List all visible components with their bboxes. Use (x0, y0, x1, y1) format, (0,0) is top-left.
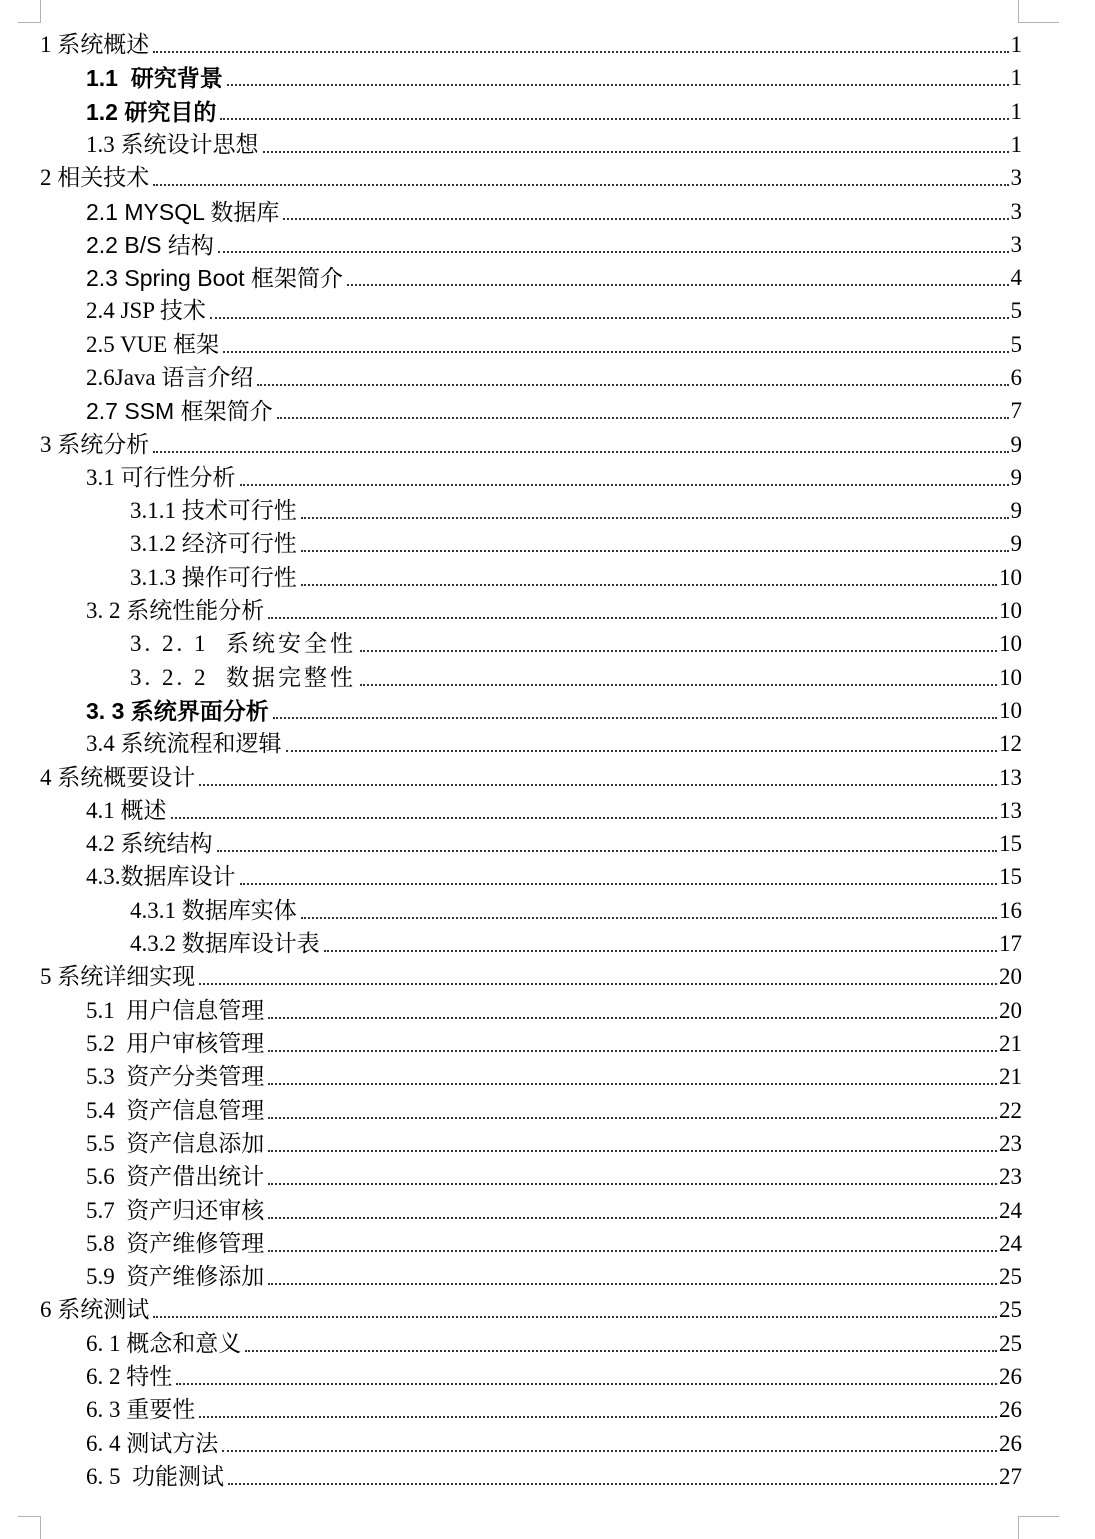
toc-entry-title: 5.1 用户信息管理 (86, 998, 265, 1023)
toc-entry-page: 10 (999, 598, 1022, 623)
toc-leader-dots (301, 517, 1009, 519)
toc-entry-page: 3 (1010, 199, 1022, 224)
toc-entry-title: 4.3.2 数据库设计表 (130, 931, 320, 956)
toc-leader-dots (217, 850, 998, 852)
toc-entry-title: 6. 5 功能测试 (86, 1464, 224, 1489)
toc-entry-page: 15 (999, 831, 1022, 856)
toc-entry-title: 3 系统分析 (40, 432, 150, 457)
toc-entry[interactable] (130, 925, 1022, 958)
toc-entry[interactable] (86, 259, 1022, 292)
toc-entry-title: 1.2 研究目的 (86, 99, 217, 125)
toc-leader-dots (360, 650, 997, 652)
toc-leader-dots (153, 451, 1008, 453)
toc-entry[interactable] (86, 1225, 1022, 1258)
toc-entry-page: 26 (999, 1364, 1022, 1389)
toc-leader-dots (257, 384, 1008, 386)
toc-entry-page: 4 (1010, 265, 1022, 290)
toc-entry-page: 10 (999, 631, 1022, 656)
toc-entry-title: 5.9 资产维修添加 (86, 1264, 265, 1289)
toc-entry[interactable] (40, 26, 1022, 59)
toc-entry[interactable] (40, 159, 1022, 192)
toc-leader-dots (283, 218, 1008, 220)
toc-entry-title: 6 系统测试 (40, 1297, 150, 1322)
toc-entry-page: 24 (999, 1231, 1022, 1256)
toc-entry-title: 1.1 研究背景 (86, 65, 223, 91)
toc-leader-dots (268, 1083, 997, 1085)
toc-leader-dots (286, 750, 998, 752)
toc-entry-page: 1 (1010, 99, 1022, 124)
toc-entry-page: 15 (999, 864, 1022, 889)
toc-entry-page: 10 (999, 698, 1022, 723)
toc-entry-title: 3. 2. 1 系统安全性 (130, 631, 356, 656)
toc-entry-page: 9 (1010, 432, 1022, 457)
toc-leader-dots (268, 1250, 997, 1252)
toc-entry-page: 10 (999, 565, 1022, 590)
toc-leader-dots (268, 1283, 997, 1285)
toc-leader-dots (277, 417, 1009, 419)
toc-leader-dots (324, 950, 997, 952)
toc-entry-title: 5.4 资产信息管理 (86, 1098, 265, 1123)
toc-leader-dots (222, 1450, 997, 1452)
toc-leader-dots (301, 584, 997, 586)
toc-entry[interactable] (86, 1092, 1022, 1125)
toc-entry-title: 2.6Java 语言介绍 (86, 365, 254, 390)
toc-entry-page: 9 (1010, 531, 1022, 556)
toc-leader-dots (240, 484, 1009, 486)
toc-entry-page: 25 (999, 1331, 1022, 1356)
toc-entry[interactable] (86, 825, 1022, 858)
toc-entry[interactable] (130, 892, 1022, 925)
toc-entry[interactable] (40, 1291, 1022, 1324)
toc-entry-title: 2.4 JSP 技术 (86, 298, 206, 323)
toc-entry[interactable] (86, 326, 1022, 359)
toc-entry[interactable] (86, 392, 1022, 425)
toc-entry-title: 6. 1 概念和意义 (86, 1331, 242, 1356)
toc-entry-page: 12 (999, 731, 1022, 756)
toc-leader-dots (268, 1050, 997, 1052)
toc-leader-dots (268, 1183, 997, 1185)
toc-entry-page: 21 (999, 1064, 1022, 1089)
toc-entry-title: 5.6 资产借出统计 (86, 1164, 265, 1189)
toc-entry-title: 4.3.数据库设计 (86, 864, 236, 889)
toc-leader-dots (153, 51, 1008, 53)
toc-entry-title: 2.7 SSM 框架简介 (86, 398, 273, 424)
toc-entry-title: 5.8 资产维修管理 (86, 1231, 265, 1256)
toc-entry-page: 24 (999, 1198, 1022, 1223)
toc-leader-dots (268, 1117, 997, 1119)
toc-entry-page: 22 (999, 1098, 1022, 1123)
toc-entry-title: 5 系统详细实现 (40, 964, 196, 989)
toc-entry-title: 4 系统概要设计 (40, 765, 196, 790)
toc-entry-title: 1.3 系统设计思想 (86, 132, 259, 157)
toc-entry-title: 6. 2 特性 (86, 1364, 173, 1389)
toc-entry-page: 1 (1010, 65, 1022, 90)
toc-entry-page: 10 (999, 665, 1022, 690)
toc-entry-page: 26 (999, 1431, 1022, 1456)
toc-entry-title: 3. 3 系统界面分析 (86, 698, 269, 724)
toc-entry[interactable] (86, 193, 1022, 226)
toc-entry-page: 26 (999, 1397, 1022, 1422)
toc-entry[interactable] (86, 1425, 1022, 1458)
toc-leader-dots (199, 1416, 997, 1418)
toc-leader-dots (268, 1217, 997, 1219)
toc-entry[interactable] (86, 1325, 1022, 1358)
toc-leader-dots (301, 917, 997, 919)
toc-leader-dots (245, 1350, 997, 1352)
toc-entry-title: 3.4 系统流程和逻辑 (86, 731, 282, 756)
toc-entry-title: 4.3.1 数据库实体 (130, 898, 297, 923)
toc-entry-page: 5 (1010, 298, 1022, 323)
toc-leader-dots (360, 684, 997, 686)
toc-leader-dots (153, 1316, 997, 1318)
toc-entry-title: 6. 3 重要性 (86, 1397, 196, 1422)
toc-entry[interactable] (130, 492, 1022, 525)
toc-entry-page: 13 (999, 798, 1022, 823)
toc-entry[interactable] (86, 1025, 1022, 1058)
crop-mark-top-right (1018, 0, 1059, 23)
toc-entry[interactable] (86, 1158, 1022, 1191)
toc-leader-dots (263, 151, 1009, 153)
toc-entry-page: 23 (999, 1164, 1022, 1189)
toc-entry[interactable] (86, 1125, 1022, 1158)
toc-entry-page: 20 (999, 964, 1022, 989)
toc-entry[interactable] (86, 1358, 1022, 1391)
toc-entry-title: 3.1.3 操作可行性 (130, 565, 297, 590)
toc-leader-dots (228, 1483, 997, 1485)
toc-leader-dots (240, 883, 998, 885)
toc-entry-title: 3.1.2 经济可行性 (130, 531, 297, 556)
toc-entry-page: 1 (1010, 32, 1022, 57)
toc-entry-page: 25 (999, 1264, 1022, 1289)
toc-entry-title: 4.2 系统结构 (86, 831, 213, 856)
toc-leader-dots (223, 351, 1008, 353)
toc-leader-dots (176, 1383, 997, 1385)
toc-entry-title: 2.1 MYSQL 数据库 (86, 199, 280, 225)
toc-entry-page: 3 (1010, 165, 1022, 190)
toc-entry-title: 3.1.1 技术可行性 (130, 498, 297, 523)
toc-entry[interactable] (130, 625, 1022, 658)
toc-entry[interactable] (86, 359, 1022, 392)
toc-entry-page: 17 (999, 931, 1022, 956)
toc-entry-title: 5.3 资产分类管理 (86, 1064, 265, 1089)
toc-entry[interactable] (130, 525, 1022, 558)
toc-entry-page: 13 (999, 765, 1022, 790)
toc-entry-page: 21 (999, 1031, 1022, 1056)
toc-entry-title: 6. 4 测试方法 (86, 1431, 219, 1456)
toc-leader-dots (210, 317, 1009, 319)
toc-entry-page: 7 (1010, 398, 1022, 423)
toc-leader-dots (227, 84, 1009, 86)
toc-entry[interactable] (86, 126, 1022, 159)
toc-leader-dots (301, 550, 1009, 552)
toc-entry-page: 23 (999, 1131, 1022, 1156)
toc-entry[interactable] (40, 958, 1022, 991)
toc-entry-title: 5.7 资产归还审核 (86, 1198, 265, 1223)
toc-entry[interactable] (86, 1058, 1022, 1091)
toc-entry-title: 5.5 资产信息添加 (86, 1131, 265, 1156)
toc-entry-page: 1 (1010, 132, 1022, 157)
toc-entry-page: 9 (1010, 465, 1022, 490)
toc-entry[interactable] (130, 659, 1022, 692)
toc-leader-dots (171, 817, 998, 819)
toc-entry[interactable] (86, 725, 1022, 758)
toc-leader-dots (268, 1017, 997, 1019)
toc-leader-dots (273, 717, 997, 719)
toc-entry[interactable] (130, 559, 1022, 592)
toc-entry-title: 2.3 Spring Boot 框架简介 (86, 265, 343, 291)
toc-leader-dots (153, 184, 1008, 186)
toc-entry[interactable] (86, 858, 1022, 891)
toc-entry[interactable] (86, 459, 1022, 492)
toc-entry-title: 4.1 概述 (86, 798, 167, 823)
toc-leader-dots (199, 983, 997, 985)
toc-entry-page: 9 (1010, 498, 1022, 523)
toc-entry[interactable] (86, 1458, 1022, 1491)
toc-entry[interactable] (86, 1391, 1022, 1424)
toc-entry[interactable] (86, 93, 1022, 126)
toc-entry-title: 3. 2 系统性能分析 (86, 598, 265, 623)
toc-leader-dots (220, 118, 1008, 120)
toc-entry-title: 2.2 B/S 结构 (86, 232, 214, 258)
toc-entry[interactable] (86, 992, 1022, 1025)
toc-entry[interactable] (86, 226, 1022, 259)
toc-entry-title: 5.2 用户审核管理 (86, 1031, 265, 1056)
toc-entry[interactable] (86, 592, 1022, 625)
toc-leader-dots (199, 784, 997, 786)
toc-entry-title: 2 相关技术 (40, 165, 150, 190)
toc-entry[interactable] (86, 792, 1022, 825)
toc-entry-title: 3. 2. 2 数据完整性 (130, 665, 356, 690)
toc-leader-dots (268, 617, 997, 619)
toc-entry-page: 6 (1010, 365, 1022, 390)
toc-entry[interactable] (86, 59, 1022, 92)
toc-entry-title: 2.5 VUE 框架 (86, 332, 220, 357)
toc-entry[interactable] (86, 1192, 1022, 1225)
toc-leader-dots (268, 1150, 997, 1152)
toc-entry[interactable] (86, 1258, 1022, 1291)
toc-leader-dots (218, 251, 1009, 253)
toc-entry-title: 3.1 可行性分析 (86, 465, 236, 490)
crop-mark-top-left (18, 0, 41, 23)
toc-entry[interactable] (86, 292, 1022, 325)
toc-entry-page: 5 (1010, 332, 1022, 357)
toc-entry-title: 1 系统概述 (40, 32, 150, 57)
toc-entry-page: 25 (999, 1297, 1022, 1322)
toc-entry[interactable] (40, 759, 1022, 792)
toc-entry-page: 3 (1010, 232, 1022, 257)
toc-entry[interactable] (86, 692, 1022, 725)
toc-entry-page: 27 (999, 1464, 1022, 1489)
toc-entry-page: 20 (999, 998, 1022, 1023)
toc-entry-page: 16 (999, 898, 1022, 923)
toc-leader-dots (347, 284, 1009, 286)
toc-entry[interactable] (40, 426, 1022, 459)
